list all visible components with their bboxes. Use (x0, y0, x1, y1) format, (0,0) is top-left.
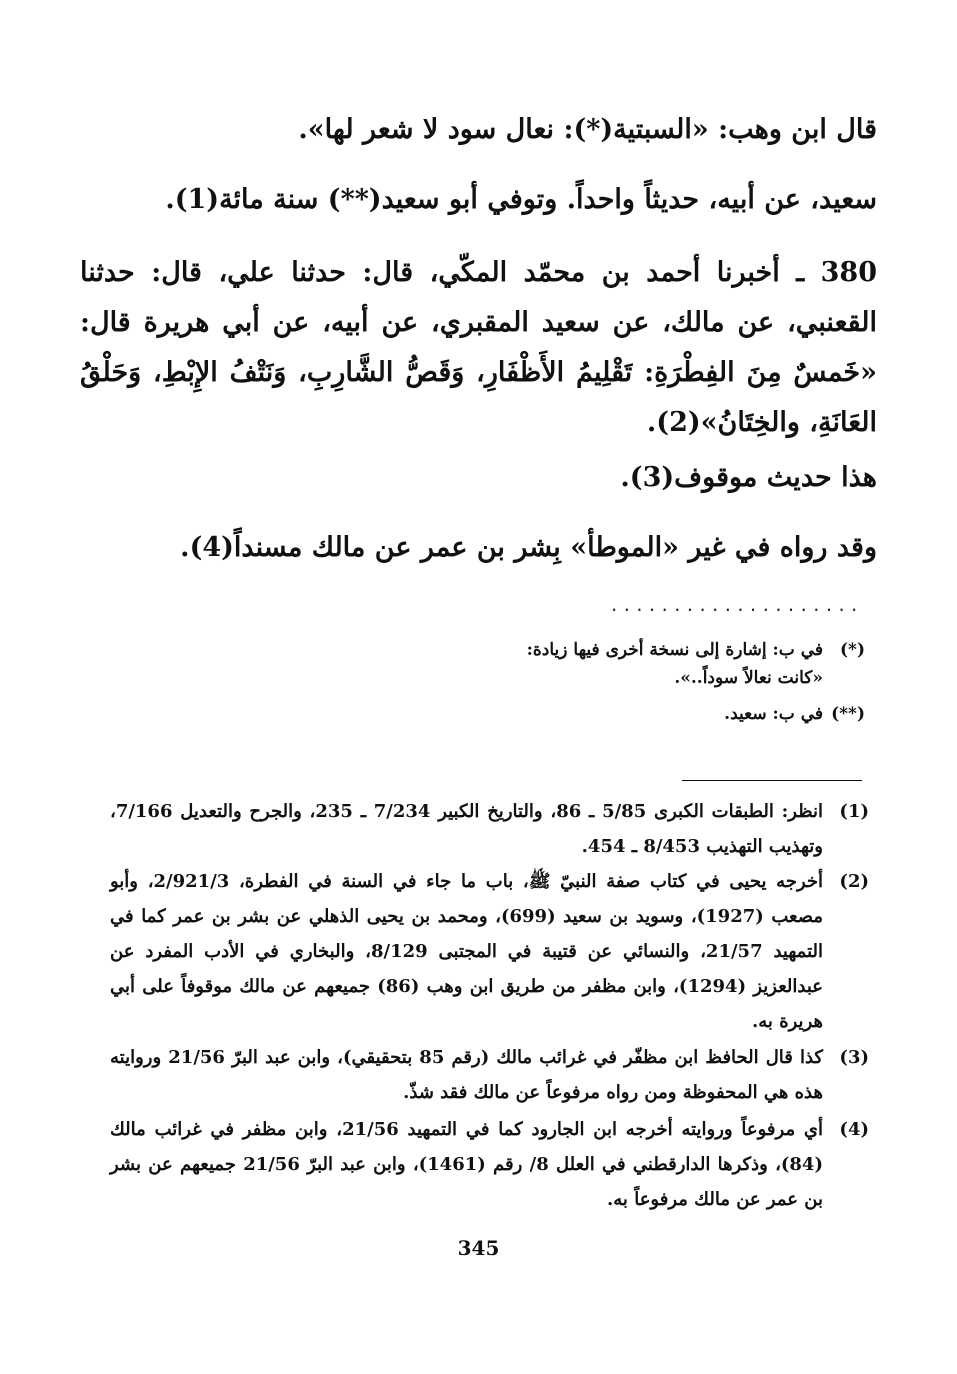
footnote-2 (110, 864, 869, 1039)
side-note-marker: (*) (840, 640, 865, 660)
hadith-380 (80, 248, 877, 448)
side-note-marker: (**) (831, 704, 865, 724)
footnote-rule (682, 780, 862, 781)
footnote-number: (4) (839, 1119, 869, 1140)
main-line-ibn-wahb: قال ابن وهب: «السبتية(*): نعال سود لا شعر لها». (298, 114, 877, 145)
separator-dots: .................... (609, 596, 862, 615)
footnote-3 (110, 1040, 869, 1110)
side-note-line: في ب: سعيد. (724, 704, 823, 724)
footnote-text: كذا قال الحافظ ابن مظفّر في غرائب مالك (رقم 85 بتحقيقي)، وابن عبد البرّ 21/56 وروايته هذه هي المحفوظة ومن رواه مرفوعاً عن مالك فقد شذّ. (110, 1047, 823, 1103)
main-line-musnad: وقد رواه في غير «الموطأ» بِشر بن عمر عن مالك مسنداً(4). (180, 532, 877, 563)
side-note-2 (300, 700, 865, 728)
side-note-1 (300, 636, 865, 692)
footnote-number: (2) (839, 871, 869, 892)
footnote-text: أي مرفوعاً وروايته أخرجه ابن الجارود كما في التمهيد 21/56، وابن مظفر في غرائب مالك (84)، وذكرها الدارقطني في العلل 8/ رقم (1461)، وابن عبد البرّ 21/56 جميعهم عن بشر بن عمر عن مالك مرفوعاً به. (110, 1119, 823, 1210)
footnote-text: أخرجه يحيى في كتاب صفة النبيّ ﷺ، باب ما جاء في السنة في الفطرة، 2/921/3، وأبو مصعب (1927)، وسويد بن سعيد (699)، ومحمد بن يحيى الذهلي عن بشر بن عمر كما في التمهيد 21/57، والنسائي عن قتيبة في المجتبى 8/129، والبخاري في الأدب المفرد عن عبدالعزيز (1294)، وابن مظفر من طريق ابن وهب (86) جميعهم عن مالك موقوفاً على أبي هريرة به. (110, 871, 824, 1032)
main-line-said-death: سعيد، عن أبيه، حديثاً واحداً. وتوفي أبو سعيد(**) سنة مائة(1). (165, 184, 877, 215)
footnote-4 (110, 1112, 869, 1217)
hadith-text: أخبرنا أحمد بن محمّد المكّي، قال: حدثنا علي، قال: حدثنا القعنبي، عن مالك، عن سعيد المقبري، عن أبيه، عن أبي هريرة قال: «خَمسٌ مِنَ الفِطْرَةِ: تَقْلِيمُ الأَظْفَارِ، وَقَصُّ الشَّارِبِ، وَنَتْفُ الإِبْطِ، وَحَلْقُ العَانَةِ، والخِتَانُ»(2). (80, 257, 877, 438)
footnote-number: (1) (839, 801, 869, 822)
footnote-text: انظر: الطبقات الكبرى 5/85 ـ 86، والتاريخ الكبير 7/234 ـ 235، والجرح والتعديل 7/166، وتهذيب التهذيب 8/453 ـ 454. (110, 801, 824, 857)
main-line-mawquf: هذا حديث موقوف(3). (620, 462, 877, 493)
side-note-line: في ب: إشارة إلى نسخة أخرى فيها زيادة: (526, 640, 823, 660)
hadith-number: 380 ـ (796, 257, 878, 288)
footnote-1 (110, 794, 869, 864)
page-number: 345 (457, 1236, 500, 1260)
side-note-line: «كانت نعالاً سوداً..». (674, 668, 823, 688)
footnote-number: (3) (839, 1047, 869, 1068)
